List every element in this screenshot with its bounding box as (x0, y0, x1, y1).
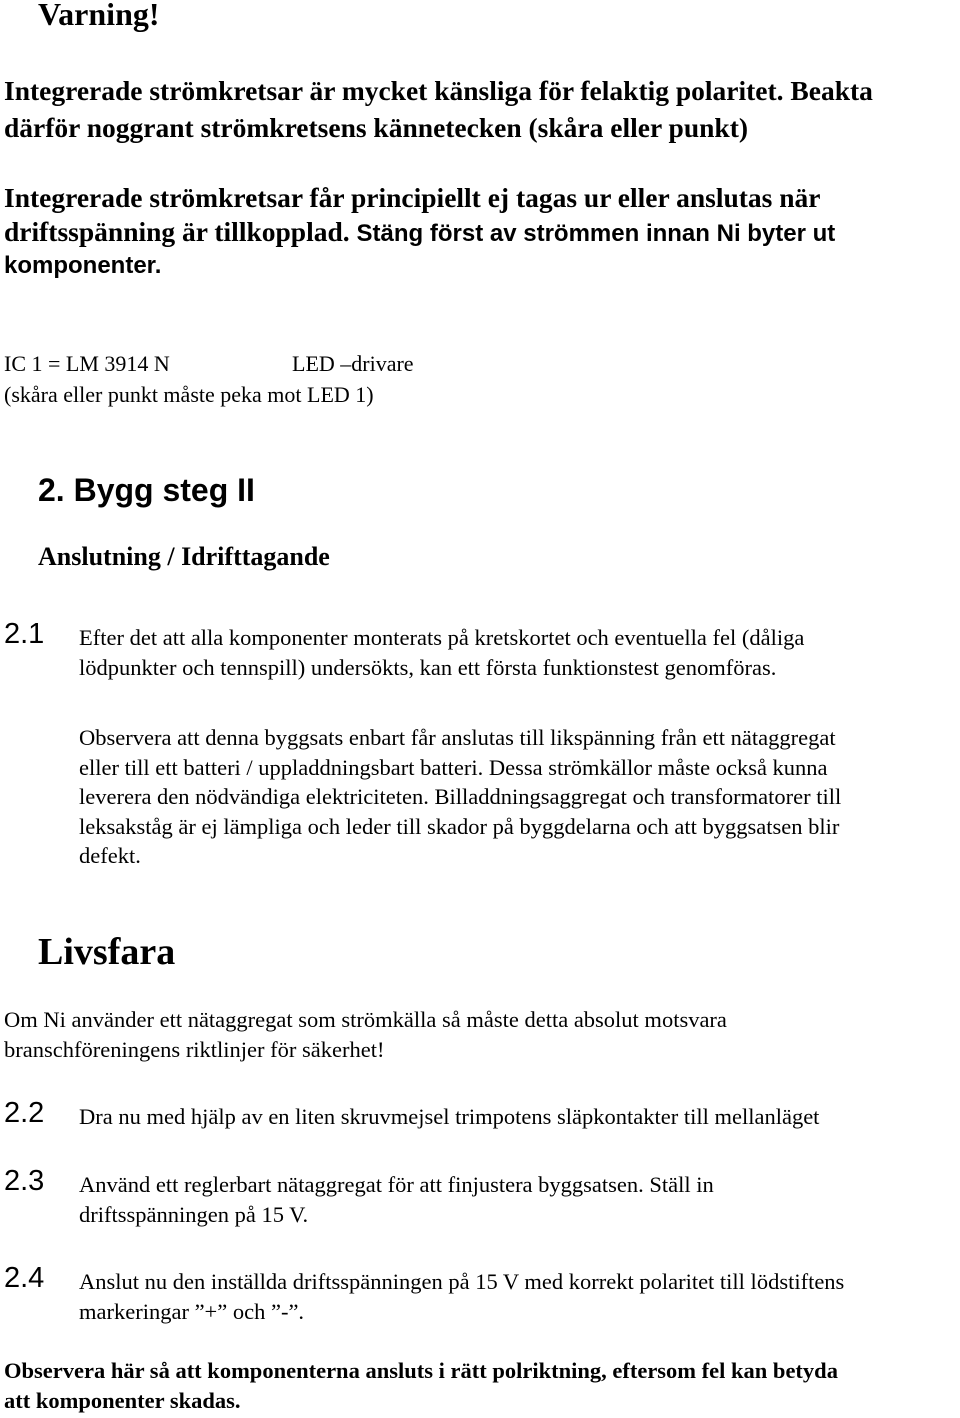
step-2-3-number: 2.3 (4, 1165, 45, 1197)
step-2-3-line-1: Använd ett reglerbart nätaggregat för att finjustera byggsatsen. Ställ in (79, 1172, 714, 1197)
warning-line-4-part2: Stäng först av strömmen innan Ni byter ut (356, 220, 836, 247)
warning-line-3: Integrerade strömkretsar får principiellt ej tagas ur eller anslutas när (4, 182, 821, 213)
danger-heading: Livsfara (38, 931, 176, 973)
step-2-1-line-2: lödpunkter och tennspill) undersökts, kan ett första funktionstest genomföras. (79, 655, 777, 680)
step-2-1-note-line-4: leksakståg är ej lämpliga och leder till skador på byggdelarna och att byggsatsen blir (79, 814, 840, 839)
step-2-4-number: 2.4 (4, 1262, 45, 1294)
section-title: 2. Bygg steg II (38, 472, 255, 508)
step-2-2-number: 2.2 (4, 1097, 45, 1129)
warning-line-5: komponenter. (4, 252, 162, 279)
ic-orientation-note: (skåra eller punkt måste peka mot LED 1) (4, 382, 374, 407)
ic-label: IC 1 = LM 3914 N (4, 351, 170, 376)
step-2-1-note-line-2: eller till ett batteri / uppladdningsbart batteri. Dessa strömkällor måste också kunna (79, 755, 828, 780)
final-note-line-1: Observera här så att komponenterna ansluts i rätt polriktning, eftersom fel kan betyda (4, 1358, 838, 1383)
danger-line-1: Om Ni använder ett nätaggregat som strömkälla så måste detta absolut motsvara (4, 1007, 727, 1032)
step-2-1-number: 2.1 (4, 618, 45, 650)
step-2-3-line-2: driftsspänningen på 15 V. (79, 1202, 309, 1227)
step-2-4-line-2: markeringar ”+” och ”-”. (79, 1299, 305, 1324)
warning-line-2: därför noggrant strömkretsens kännetecken (skåra eller punkt) (4, 112, 749, 143)
danger-line-2: branschföreningens riktlinjer för säkerhet! (4, 1037, 385, 1062)
final-note-line-2: att komponenter skadas. (4, 1388, 241, 1413)
warning-line-4 (4, 215, 835, 251)
section-subtitle: Anslutning / Idrifttagande (38, 542, 330, 571)
step-2-2-line-1: Dra nu med hjälp av en liten skruvmejsel trimpotens släpkontakter till mellanläget (79, 1104, 820, 1129)
ic-description: LED –drivare (292, 351, 414, 376)
step-2-1-note-line-1: Observera att denna byggsats enbart får anslutas till likspänning från ett nätaggregat (79, 725, 836, 750)
step-2-1-note-line-3: leverera den nödvändiga elektriciteten. Billaddningsaggregat och transformatorer till (79, 784, 842, 809)
step-2-1-note-line-5: defekt. (79, 843, 141, 868)
warning-line-4-part1: driftsspänning är tillkopplad. (4, 216, 350, 247)
warning-line-1: Integrerade strömkretsar är mycket känsliga för felaktig polaritet. Beakta (4, 75, 873, 106)
step-2-1-line-1: Efter det att alla komponenter monterats på kretskortet och eventuella fel (dåliga (79, 625, 805, 650)
step-2-4-line-1: Anslut nu den inställda driftsspänningen på 15 V med korrekt polaritet till lödstiftens (79, 1269, 845, 1294)
warning-heading: Varning! (38, 0, 160, 32)
